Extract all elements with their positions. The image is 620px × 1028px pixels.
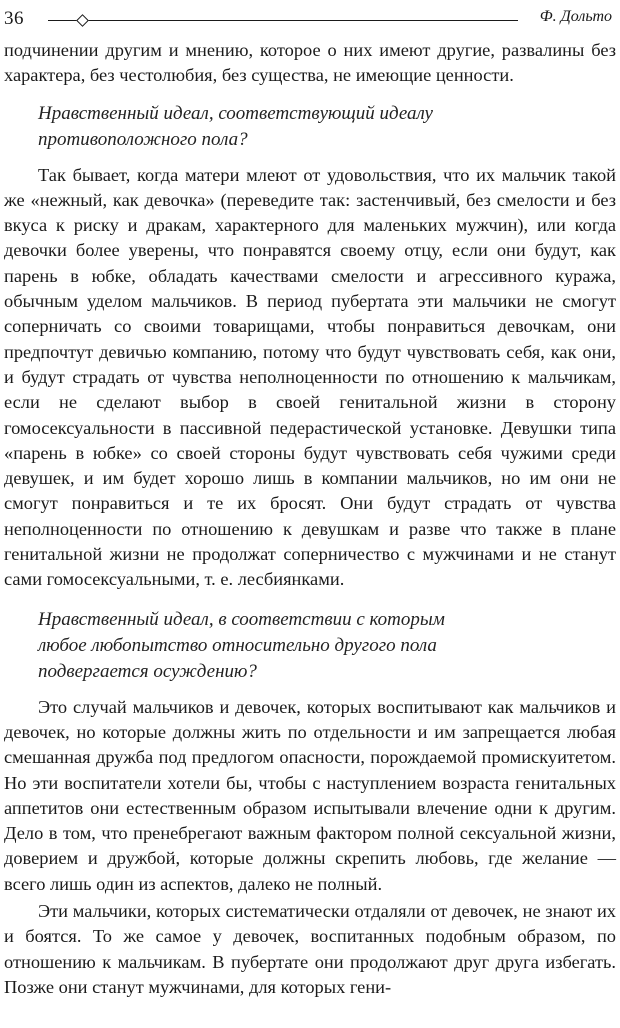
- paragraph-1: подчинении другим и мнению, которое о них имеют другие, развалины без характера, без честолюбия, без существа, не имеющие ценности.: [4, 40, 616, 86]
- page-header: [0, 6, 620, 32]
- paragraph-3: Это случай мальчиков и девочек, которых воспитывают как мальчиков и девочек, но которые должны жить по отдельности и им запрещается любая смешанная дружба под предлогом опасности, порождаемой промискуитетом. Но эти воспитатели хотели бы, чтобы с наступлением возраста генитальных аппетитов они естественным образом испытывали влечение одни к другим. Дело в том, что пренебрегают важным фактором полной сексуальной жизни, доверием и дружбой, которые должны скрепить любовь, где желание — всего лишь один из аспектов, далеко не полный.: [4, 696, 616, 894]
- header-rule: [48, 20, 518, 21]
- body-text: [4, 38, 616, 1000]
- paragraph-2: Так бывает, когда матери млеют от удовольствия, что их мальчик такой же «нежный, как девочка» (переведите так: застенчивый, без смелости и без вкуса к риску и дракам, характерного для маленьких мужчин), или когда девочки более уверены, что понравятся своему отцу, если они будут, как парень в юбке, обладать качествами смелости и агрессивного куража, обычным уделом мальчиков. В период пубертата эти мальчики не смогут соперничать со своими товарищами, чтобы понравиться девочкам, они предпочтут девичью компанию, потому что будут чувствовать себя, как они, и будут страдать от чувства неполноценности по отношению к мальчикам, если не сделают выбор в своей генитальной жизни в сторону гомосексуальности в пассивной педерастической установке. Девушки типа «парень в юбке» со своей стороны будут чувствовать себя чужими среди девушек, и им будет хорошо лишь в компании мальчиков, но им они не смогут понравиться и те их бросят. Они будут страдать от чувства неполноценности по отношению к девушкам и разве что также в плане генитальной жизни не продолжат соперничество с мужчинами и не станут сами гомосексуальными, т. е. лесбиянками.: [4, 164, 616, 590]
- section-heading-2: Нравственный идеал, в соответствии с которым любое любопытство относительно другого пола подвергается осуждению?: [38, 608, 445, 682]
- running-head-author: Ф. Дольто: [539, 8, 612, 25]
- paragraph-4: Эти мальчики, которых систематически отдаляли от девочек, не знают их и боятся. То же самое у девочек, воспитанных подобным образом, по отношению к мальчикам. В пубертате они продолжают друг друга избегать. Позже они станут мужчинами, для которых гени-: [4, 901, 616, 997]
- section-heading-1: Нравственный идеал, соответствующий идеалу противоположного пола?: [38, 102, 433, 150]
- diamond-ornament-icon: [76, 14, 89, 27]
- page-number: 36: [4, 8, 24, 29]
